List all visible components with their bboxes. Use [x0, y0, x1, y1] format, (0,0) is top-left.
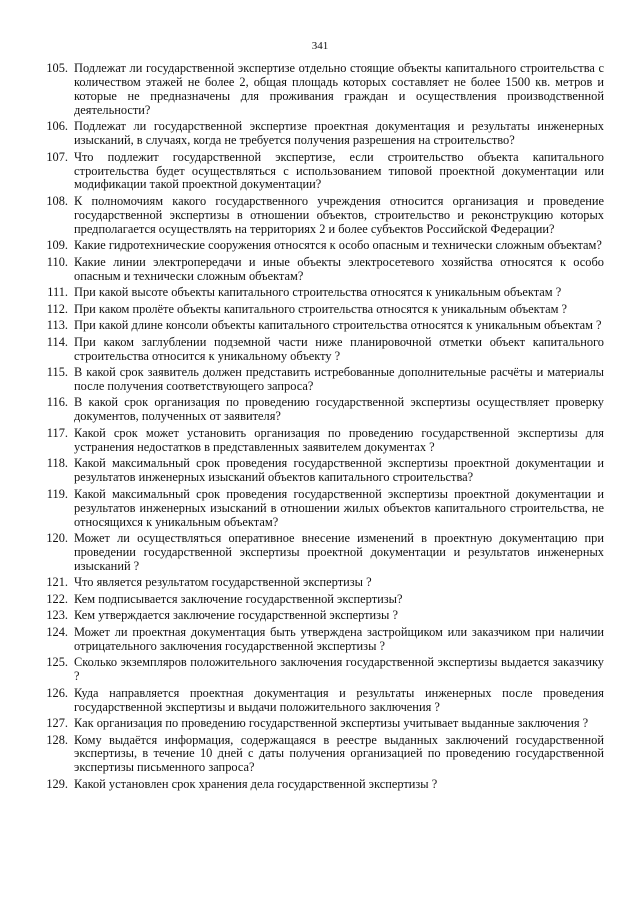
- question-number: 120.: [46, 531, 68, 545]
- question-text: Сколько экземпляров положительного заключения государственной экспертизы выдается заказчику ?: [74, 655, 604, 684]
- question-number: 123.: [46, 608, 68, 623]
- question-text: Какой срок может установить организация по проведению государственной экспертизы для устранения недостатков в представленных заявителем документах ?: [74, 425, 604, 454]
- question-item: [38, 687, 604, 715]
- question-number: 124.: [46, 624, 68, 639]
- question-number: 109.: [46, 238, 68, 253]
- question-number: 119.: [46, 486, 68, 501]
- question-item: [38, 319, 604, 333]
- question-list: [38, 62, 604, 794]
- question-number: 116.: [46, 395, 68, 410]
- question-text: При какой высоте объекты капитального строительства относятся к уникальным объектам ?: [74, 285, 562, 300]
- question-item: [38, 609, 604, 623]
- question-text: К полномочиям какого государственного учреждения относится организация и проведение государственной экспертизы в отношении объектов, строительство и реконструкцию которых предполагается осуществлять на территориях 2 и более субъектов Российской Федерации?: [74, 193, 604, 236]
- question-number: 129.: [46, 776, 68, 791]
- question-text: Кем утверждается заключение государственной экспертизы ?: [74, 608, 398, 623]
- question-text: Какой максимальный срок проведения государственной экспертизы проектной документации и результатов инженерных изысканий объектов капитального строительства?: [74, 456, 604, 485]
- page-number: 341: [311, 40, 329, 52]
- question-text: Кем подписывается заключение государственной экспертизы?: [74, 591, 403, 606]
- question-text: Кому выдаётся информация, содержащаяся в реестре выданных заключений государственной экспертизы, в течение 10 дней с даты получения организацией по проведению государственной экспертизы письменного запроса?: [74, 732, 604, 775]
- question-text: Какой максимальный срок проведения государственной экспертизы проектной документации и результатов инженерных изысканий в отношении жилых объектов капитального строительства, не относящихся к уникальным объектам?: [74, 486, 604, 529]
- question-text: Куда направляется проектная документация и результаты инженерных после проведения государственной экспертизы и выдачи положительного заключения ?: [74, 685, 604, 714]
- question-item: [38, 396, 604, 424]
- question-text: Может ли проектная документация быть утверждена застройщиком или заказчиком при наличии отрицательного заключения государственной экспертизы ?: [74, 624, 604, 653]
- question-item: [38, 427, 604, 455]
- question-item: [38, 778, 604, 792]
- question-text: В какой срок организация по проведению государственной экспертизы осуществляет проверку документов, полученных от заявителя?: [74, 395, 604, 424]
- question-text: При какой длине консоли объекты капитального строительства относятся к уникальным объектам ?: [74, 318, 602, 333]
- question-number: 106.: [46, 119, 68, 134]
- question-number: 112.: [46, 301, 68, 316]
- question-number: 128.: [46, 732, 68, 747]
- question-item: [38, 256, 604, 284]
- question-item: [38, 717, 604, 731]
- question-number: 125.: [46, 655, 68, 670]
- question-number: 105.: [46, 61, 68, 75]
- question-number: 113.: [46, 318, 68, 333]
- question-number: 121.: [46, 575, 68, 590]
- question-number: 117.: [46, 425, 68, 440]
- question-text: Что является результатом государственной экспертизы ?: [74, 575, 372, 590]
- question-item: [38, 457, 604, 485]
- question-item: [38, 626, 604, 654]
- question-number: 111.: [47, 285, 68, 300]
- question-number: 107.: [46, 149, 68, 164]
- question-item: [38, 366, 604, 394]
- question-number: 115.: [46, 365, 68, 380]
- question-item: [38, 286, 604, 300]
- question-text: При каком заглублении подземной части ниже планировочной отметки объект капитального строительства относится к уникальному объекту ?: [74, 334, 604, 363]
- question-number: 110.: [46, 254, 68, 269]
- question-text: Какие линии электропередачи и иные объекты электросетевого хозяйства относятся к особо опасным и технически сложным объектам?: [74, 254, 604, 283]
- question-text: Что подлежит государственной экспертизе, если строительство объекта капитального строительства будет осуществляться с использованием типовой проектной документации или модификации такой проектной документации?: [74, 149, 604, 192]
- question-item: [38, 120, 604, 148]
- question-number: 126.: [46, 685, 68, 700]
- question-text: Может ли осуществляться оперативное внесение изменений в проектную документацию при проведении государственной экспертизы проектной документации и результатов инженерных изысканий ?: [74, 531, 604, 573]
- question-number: 108.: [46, 193, 68, 208]
- question-item: [38, 576, 604, 590]
- question-item: [38, 239, 604, 253]
- question-item: [38, 336, 604, 364]
- question-number: 127.: [46, 716, 68, 731]
- question-text: Подлежат ли государственной экспертизе отдельно стоящие объекты капитального строительства с количеством этажей не более 2, общая площадь которых составляет не более 1500 кв. метров и которые не предназначены для проживания граждан и осуществления производственной деятельности?: [74, 61, 604, 117]
- question-item: [38, 532, 604, 574]
- question-item: [38, 734, 604, 776]
- question-text: В какой срок заявитель должен представить истребованные дополнительные расчёты и материалы после получения соответствующего запроса?: [74, 365, 604, 393]
- question-number: 122.: [46, 591, 68, 606]
- question-text: Подлежат ли государственной экспертизе проектная документация и результаты инженерных изысканий, в случаях, когда не требуется получения разрешения на строительство?: [74, 119, 604, 148]
- question-text: Какой установлен срок хранения дела государственной экспертизы ?: [74, 776, 438, 791]
- question-number: 114.: [46, 334, 68, 349]
- question-text: Как организация по проведению государственной экспертизы учитывает выданные заключения ?: [74, 716, 589, 731]
- question-text: При каком пролёте объекты капитального строительства относятся к уникальным объектам ?: [74, 301, 568, 316]
- question-item: [38, 151, 604, 193]
- question-item: [38, 303, 604, 317]
- question-item: [38, 593, 604, 607]
- question-number: 118.: [46, 456, 68, 471]
- question-item: [38, 656, 604, 684]
- question-item: [38, 488, 604, 530]
- question-item: [38, 195, 604, 237]
- question-item: [38, 62, 604, 118]
- question-text: Какие гидротехнические сооружения относятся к особо опасным и технически сложным объектам?: [74, 238, 602, 253]
